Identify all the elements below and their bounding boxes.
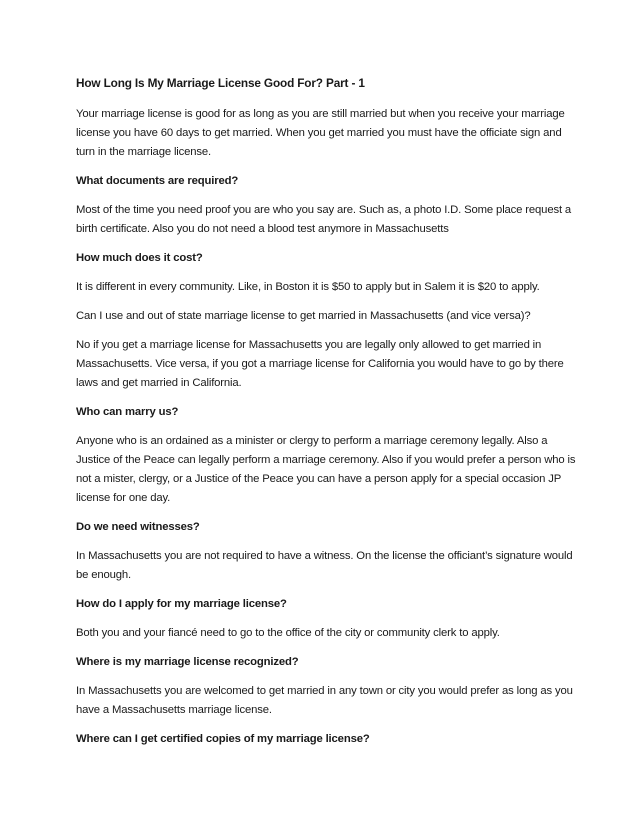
- heading-cost: How much does it cost?: [76, 252, 203, 264]
- paragraph-where-recognized: In Massachusetts you are welcomed to get married in any town or city you would prefer as long as you have a Massachusetts marriage license.: [76, 685, 573, 716]
- paragraph-out-of-state-answer: No if you get a marriage license for Massachusetts you are legally only allowed to get married in Massachusetts. Vice versa, if you got a marriage license for California you would have to go by there laws and get married in California.: [76, 339, 564, 389]
- paragraph-witnesses: In Massachusetts you are not required to have a witness. On the license the officiant’s signature would be enough.: [76, 550, 573, 581]
- paragraph-cost: It is different in every community. Like, in Boston it is $50 to apply but in Salem it is $20 to apply.: [76, 281, 540, 293]
- paragraph-who-can-marry: Anyone who is an ordained as a minister or clergy to perform a marriage ceremony legally. Also a Justice of the Peace can legally perform a marriage ceremony. Also if you would prefer a person who is not a mister, clergy, or a Justice of the Peace you can have a person apply for a special occasion JP license for one day.: [76, 435, 576, 504]
- heading-how-to-apply: How do I apply for my marriage license?: [76, 598, 287, 610]
- heading-witnesses: Do we need witnesses?: [76, 521, 200, 533]
- heading-certified-copies: Where can I get certified copies of my marriage license?: [76, 733, 370, 745]
- document-page: [76, 74, 576, 759]
- heading-where-recognized: Where is my marriage license recognized?: [76, 656, 299, 668]
- document-title: How Long Is My Marriage License Good For? Part - 1: [76, 76, 365, 90]
- paragraph-how-to-apply: Both you and your fiancé need to go to the office of the city or community clerk to apply.: [76, 627, 500, 639]
- heading-who-can-marry: Who can marry us?: [76, 406, 179, 418]
- paragraph-out-of-state-question: Can I use and out of state marriage license to get married in Massachusetts (and vice versa)?: [76, 310, 531, 322]
- paragraph-documents: Most of the time you need proof you are who you say are. Such as, a photo I.D. Some place request a birth certificate. Also you do not need a blood test anymore in Massachusetts: [76, 204, 572, 235]
- heading-documents-required: What documents are required?: [76, 175, 239, 187]
- paragraph-license-validity: Your marriage license is good for as long as you are still married but when you receive your marriage license you have 60 days to get married. When you get married you must have the officiate sign and turn in the marriage license.: [76, 108, 565, 158]
